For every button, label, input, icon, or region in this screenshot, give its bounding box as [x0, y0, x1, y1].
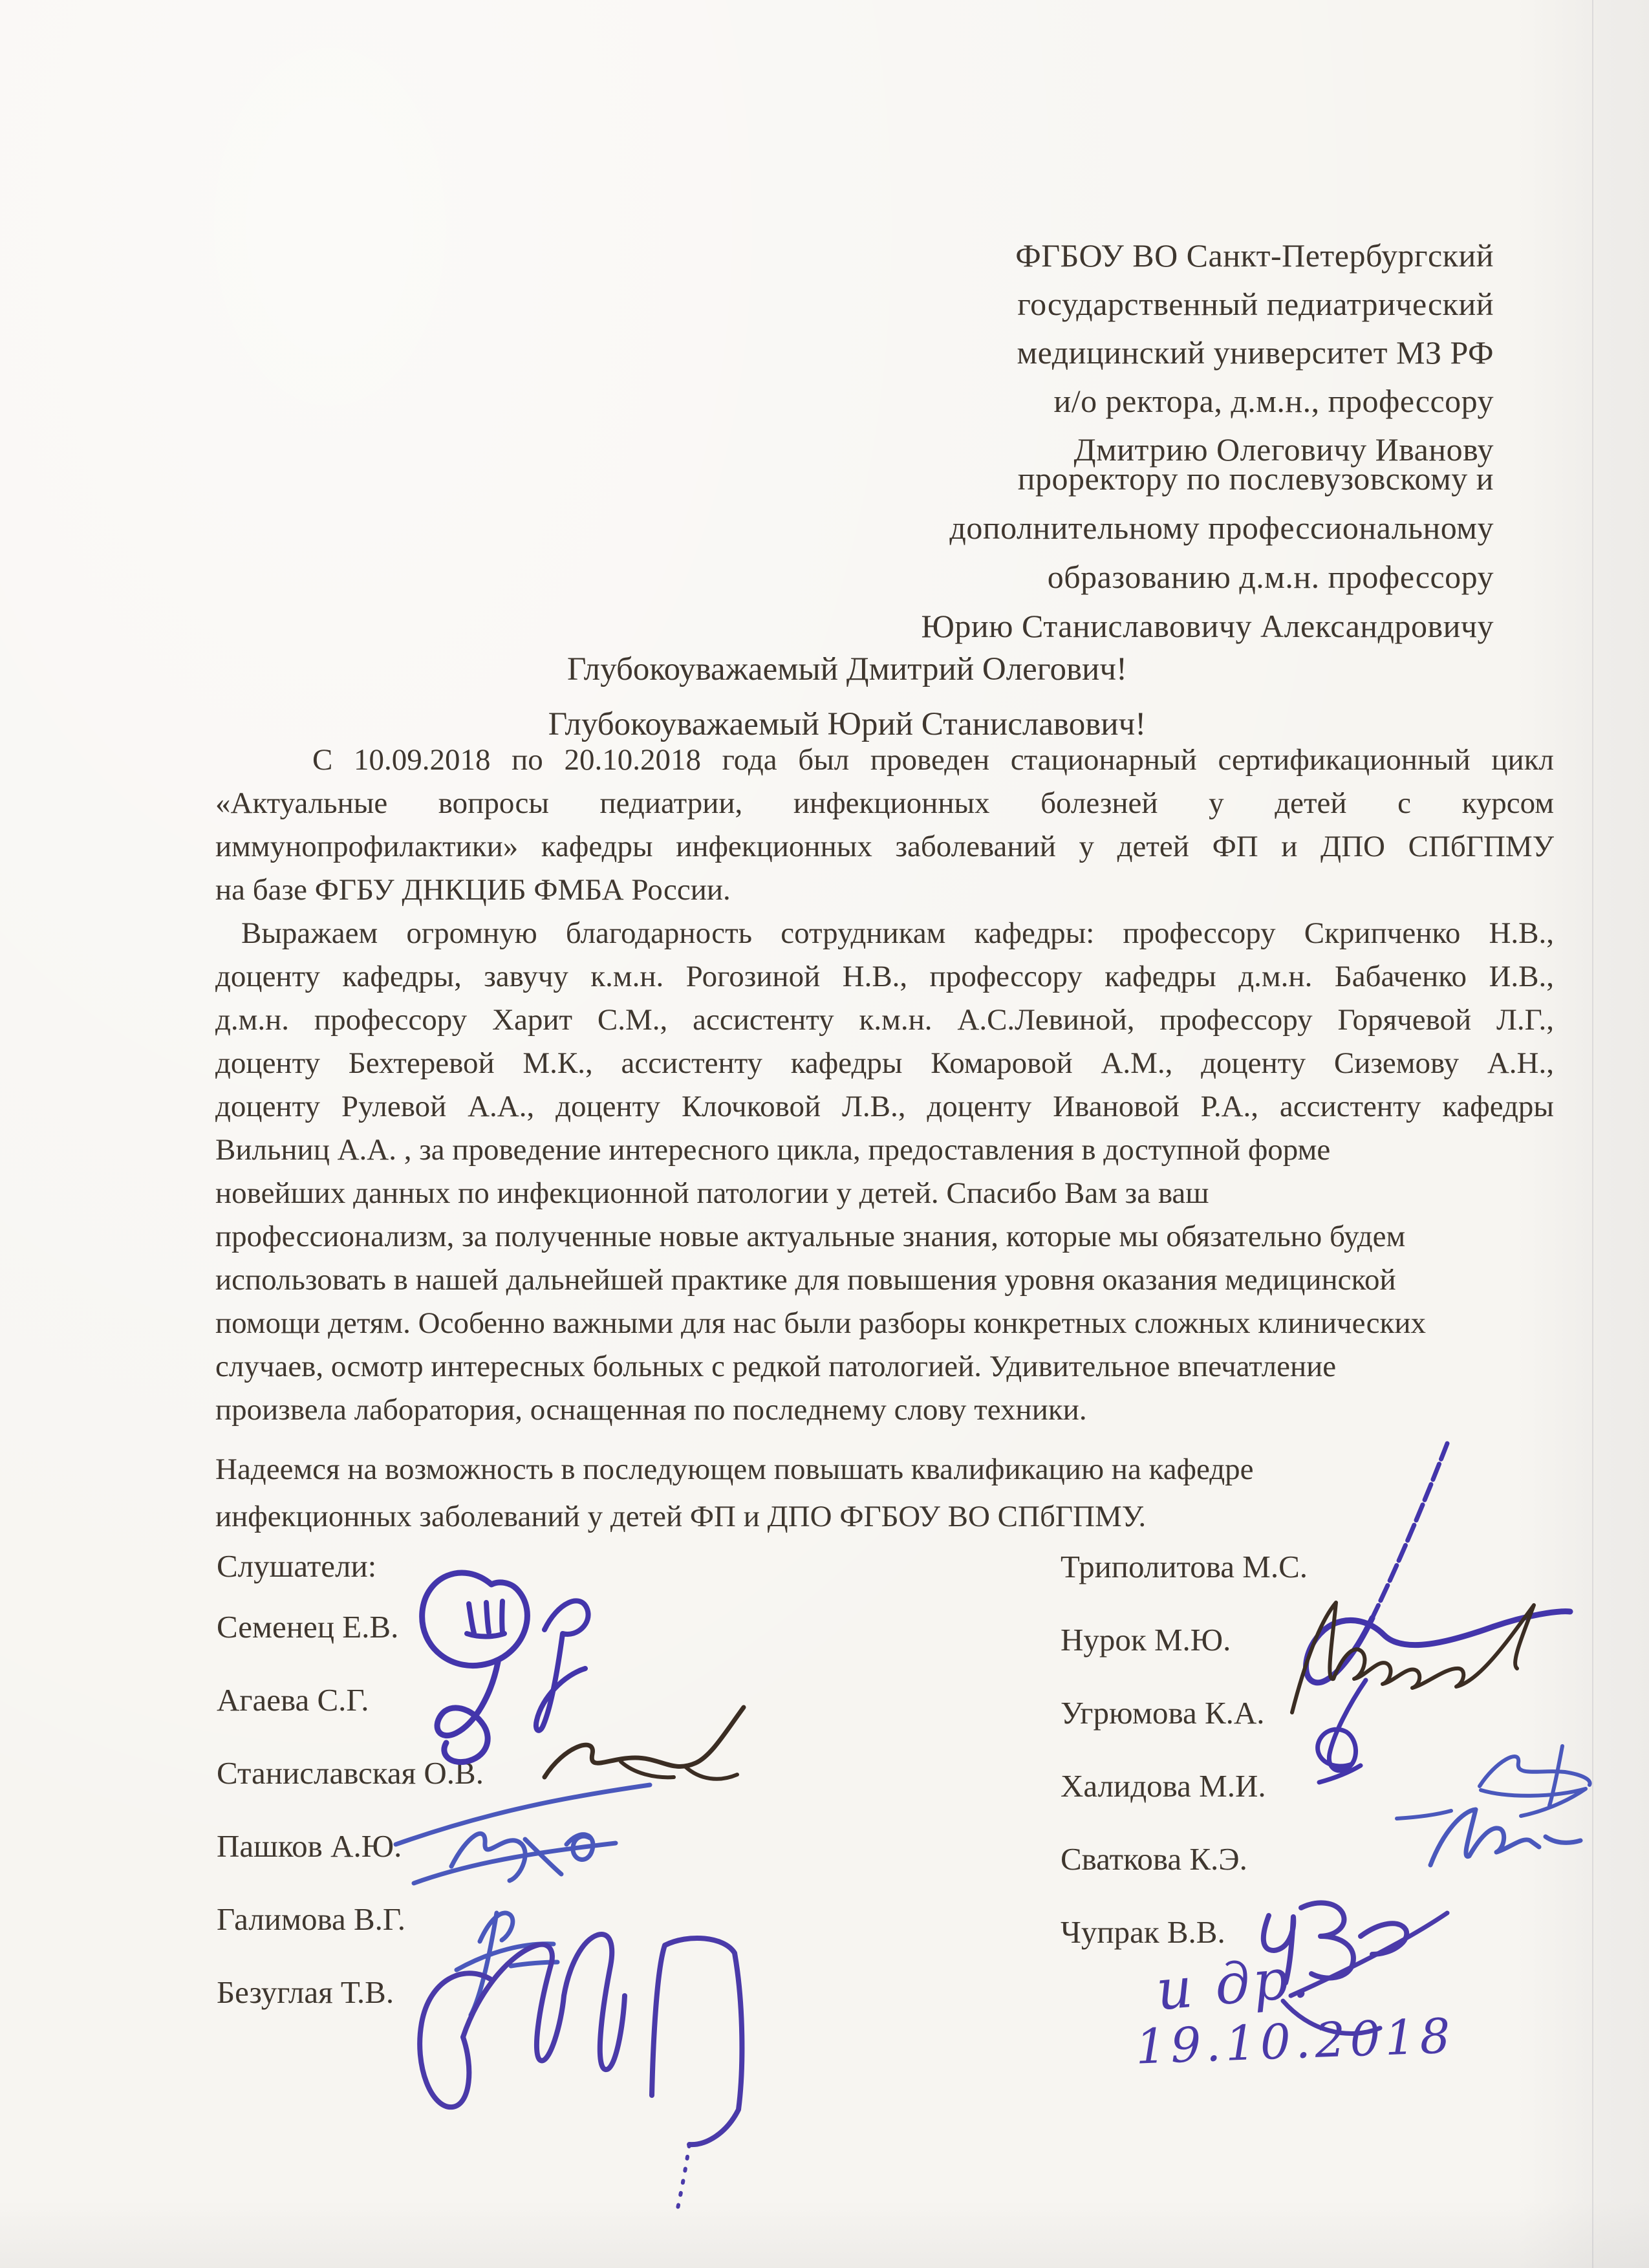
address-line: ФГБОУ ВО Санкт-Петербургский	[1015, 237, 1494, 274]
body-line: на базе ФГБУ ДНКЦИБ ФМБА России.	[215, 873, 731, 907]
salutation-line: Глубокоуважаемый Дмитрий Олегович!	[567, 651, 1127, 687]
body-line: произвела лаборатория, оснащенная по последнему слову техники.	[215, 1393, 1087, 1427]
signature-khalidova	[1397, 1746, 1590, 1819]
body-line: использовать в нашей дальнейшей практике для повышения уровня оказания медицинской	[215, 1263, 1396, 1297]
signer-name: Халидова М.И.	[1061, 1768, 1266, 1804]
address-line: Дмитрию Олеговичу Иванову	[1073, 431, 1494, 468]
body-line: Надеемся на возможность в последующем повышать квалификацию на кафедре	[215, 1453, 1254, 1486]
body-line: «Актуальные вопросы педиатрии, инфекционных болезней у детей с курсом	[215, 786, 1554, 820]
paragraph-course-info	[215, 739, 1554, 912]
body-line: доценту кафедры, завучу к.м.н. Рогозиной Н.В., профессору кафедры д.м.н. Бабаченко И.В.,	[215, 960, 1554, 993]
paper-edge-line	[1592, 0, 1593, 2268]
signer-name: Угрюмова К.А.	[1061, 1695, 1265, 1731]
signers-label: Слушатели:	[217, 1548, 377, 1584]
paragraph-gratitude	[215, 912, 1554, 1432]
salutation	[110, 642, 1584, 752]
salutation-line: Глубокоуважаемый Юрий Станиславович!	[548, 706, 1147, 742]
signer-name: Чупрак В.В.	[1061, 1914, 1225, 1950]
address-line: Юрию Станиславовичу Александровичу	[921, 608, 1494, 644]
signature-stanislavskaya	[544, 1707, 744, 1779]
signer-name: Галимова В.Г.	[217, 1901, 405, 1937]
recipient-block-secondary	[808, 454, 1494, 651]
body-line: помощи детям. Особенно важными для нас были разборы конкретных сложных клинических	[215, 1306, 1426, 1340]
signer-name: Сваткова К.Э.	[1061, 1841, 1247, 1877]
signer-name: Станиславская О.В.	[217, 1755, 484, 1791]
letter-body	[215, 739, 1554, 1540]
body-line: иммунопрофилактики» кафедры инфекционных заболеваний у детей ФП и ДПО СПбГПМУ	[215, 830, 1554, 863]
signer-name: Нурок М.Ю.	[1061, 1622, 1231, 1658]
body-line: случаев, осмотр интересных больных с редкой патологией. Удивительное впечатление	[215, 1350, 1337, 1383]
address-line: дополнительному профессиональному	[949, 510, 1494, 546]
body-line: инфекционных заболеваний у детей ФП и ДПО ФГБОУ ВО СПбГПМУ.	[215, 1500, 1147, 1533]
body-line: Вильниц А.А. , за проведение интересного цикла, предоставления в доступной форме	[215, 1133, 1331, 1167]
address-line: медицинский университет МЗ РФ	[1017, 334, 1494, 371]
signers-right-column	[1061, 1551, 1308, 1989]
body-line: д.м.н. профессору Харит С.М., ассистенту к.м.н. А.С.Левиной, профессору Горячевой Л.Г.,	[215, 1003, 1554, 1037]
body-line: доценту Бехтеревой М.К., ассистенту кафедры Комаровой А.М., доценту Сиземову А.Н.,	[215, 1046, 1554, 1080]
signature-svatkova	[1430, 1809, 1580, 1865]
address-line: и/о ректора, д.м.н., профессору	[1053, 383, 1494, 419]
address-line: государственный педиатрический	[1017, 286, 1494, 322]
handwritten-etal-note: и др.	[1154, 1945, 1314, 2024]
signer-name: Пашков А.Ю.	[217, 1828, 402, 1864]
signer-name: Агаева С.Г.	[217, 1682, 369, 1718]
signer-name: Семенец Е.В.	[217, 1609, 399, 1645]
signer-name: Триполитова М.С.	[1061, 1549, 1308, 1584]
signature-nurok	[1292, 1603, 1534, 1712]
body-line: С 10.09.2018 по 20.10.2018 года был проведен стационарный сертификационный цикл	[312, 743, 1554, 777]
signer-name: Безуглая Т.В.	[217, 1974, 394, 2010]
body-line: Выражаем огромную благодарность сотрудникам кафедры: профессору Скрипченко Н.В.,	[241, 916, 1554, 950]
body-line: профессионализм, за полученные новые актуальные знания, которые мы обязательно будем	[215, 1220, 1406, 1253]
address-line: образованию д.м.н. профессору	[1047, 559, 1494, 595]
paragraph-hope	[215, 1446, 1554, 1540]
address-line: проректору по послевузовскому и	[1017, 460, 1494, 497]
body-line: новейших данных по инфекционной патологии у детей. Спасибо Вам за ваш	[215, 1176, 1209, 1210]
signers-left-list	[217, 1611, 484, 2009]
signers-left-column	[217, 1550, 484, 2049]
signature-ugryumova	[1318, 1680, 1366, 1782]
handwritten-date: 19.10.2018	[1134, 2008, 1456, 2075]
body-line: доценту Рулевой А.А., доценту Клочковой Л.В., доценту Ивановой Р.А., ассистенту кафедры	[215, 1090, 1554, 1123]
recipient-block-primary	[808, 232, 1494, 474]
